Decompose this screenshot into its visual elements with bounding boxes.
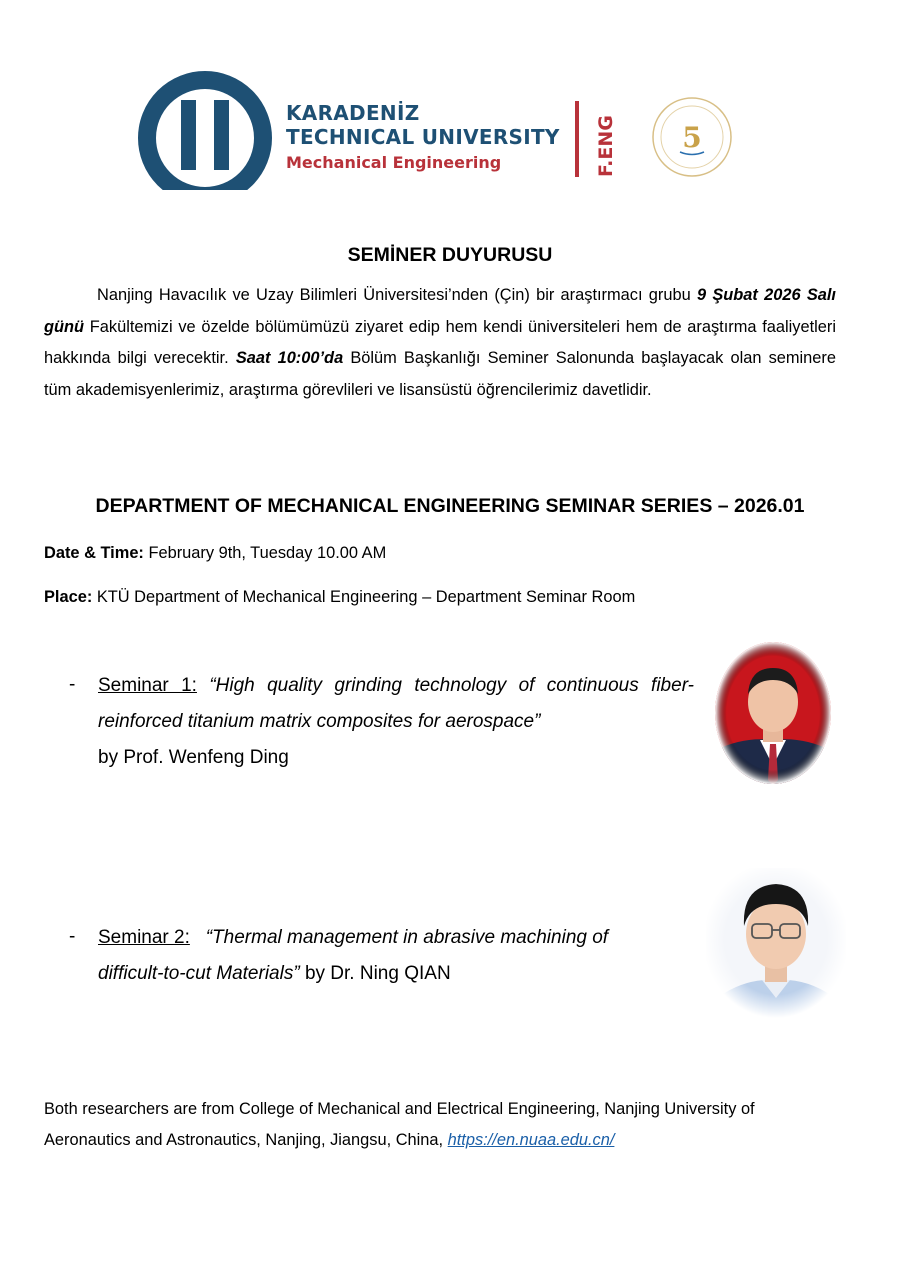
speaker-1-photo (712, 640, 834, 786)
affiliation-text: Both researchers are from College of Mechanical and Electrical Engineering, Nanjing University of Aeronautics and Astronautics, Nanjing, Jiangsu, China, (44, 1100, 755, 1149)
university-name-line1: KARADENİZ (286, 101, 420, 125)
list-bullet: - (69, 674, 76, 695)
date-time-value: February 9th, Tuesday 10.00 AM (143, 544, 387, 562)
seminar-1-item (98, 668, 694, 776)
announcement-date: 9 Şubat 2026 Salı günü (44, 286, 836, 336)
announcement-text-1: Nanjing Havacılık ve Uzay Bilimleri Üniversitesi’nden (Çin) bir araştırmacı grubu (97, 286, 697, 304)
place-line (44, 588, 635, 607)
anniversary-badge-icon (650, 95, 734, 179)
header-divider (575, 101, 579, 177)
department-name: Mechanical Engineering (286, 153, 502, 172)
faculty-mark (584, 101, 624, 177)
seminar-2-label: Seminar 2: (98, 927, 190, 948)
badge-number: 5 (682, 121, 702, 154)
speaker-2-photo (706, 868, 846, 1018)
announcement-body (44, 280, 836, 406)
university-wordmark (286, 101, 560, 175)
date-time-label: Date & Time: (44, 544, 144, 562)
university-name-line2: TECHNICAL UNIVERSITY (286, 125, 560, 149)
seminar-1-speaker: by Prof. Wenfeng Ding (98, 747, 289, 768)
university-website-link[interactable]: https://en.nuaa.edu.cn/ (447, 1131, 615, 1149)
place-value: KTÜ Department of Mechanical Engineering – Department Seminar Room (92, 588, 636, 606)
seminar-1-label: Seminar 1: (98, 675, 197, 696)
announcement-title: SEMİNER DUYURUSU (347, 244, 553, 266)
date-time-line (44, 544, 386, 563)
faculty-mark-text: F.ENG (595, 115, 617, 177)
seminar-2-speaker: by Dr. Ning QIAN (299, 963, 451, 984)
seminar-series-title: DEPARTMENT OF MECHANICAL ENGINEERING SEMINAR SERIES – 2026.01 (95, 495, 805, 517)
seminar-2-item (98, 920, 678, 992)
place-label: Place: (44, 588, 93, 606)
researchers-affiliation (44, 1094, 844, 1156)
seminar-2-title: “Thermal management in abrasive machining of difficult-to-cut Materials” (98, 927, 609, 984)
list-bullet: - (69, 926, 76, 947)
announcement-text-3: Bölüm Başkanlığı Seminer Salonunda başlayacak olan seminere tüm akademisyenlerimiz, araştırma görevlileri ve lisansüstü öğrencilerimiz davetlidir. (44, 349, 836, 399)
seminar-1-title: “High quality grinding technology of continuous fiber-reinforced titanium matrix composites for aerospace” (98, 675, 695, 732)
announcement-text-2: Fakültemizi ve özelde bölümümüzü ziyaret edip hem kendi üniversiteleri hem de araştırma faaliyetleri hakkında bilgi verecektir. (44, 317, 836, 367)
ktu-logo-icon (137, 70, 273, 206)
announcement-time: Saat 10:00’da (235, 349, 344, 367)
